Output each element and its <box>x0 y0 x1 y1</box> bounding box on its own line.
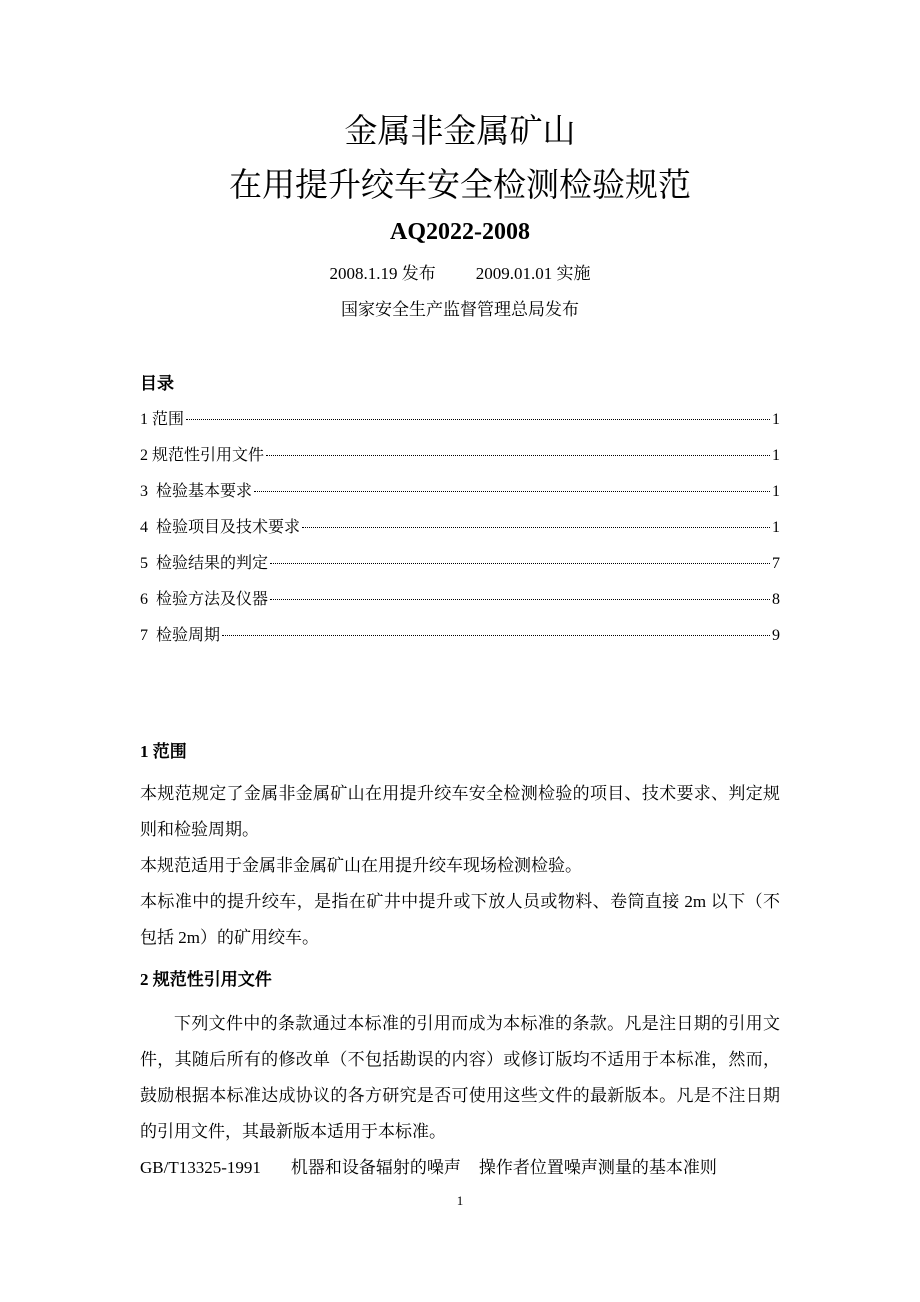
toc-item-page: 1 <box>772 411 780 428</box>
toc-item-label: 5 检验结果的判定 <box>140 555 269 572</box>
toc-item-page: 9 <box>772 627 780 644</box>
reference-subtitle: 操作者位置噪声测量的基本准则 <box>478 1158 717 1177</box>
toc-item-label: 6 检验方法及仪器 <box>140 591 269 608</box>
toc-item-label: 1 范围 <box>140 411 185 428</box>
toc-item-page: 8 <box>772 591 780 608</box>
section-heading-references: 2 规范性引用文件 <box>140 970 272 989</box>
document-title-line2: 在用提升绞车安全检测检验规范 <box>229 168 691 204</box>
effective-date: 2009.01.01 实施 <box>475 264 591 283</box>
toc-item[interactable] <box>140 408 780 432</box>
toc-leader <box>266 455 770 456</box>
document-title-line1: 金属非金属矿山 <box>344 114 576 150</box>
toc-item[interactable] <box>140 624 780 648</box>
toc-item[interactable] <box>140 480 780 504</box>
page-number: 1 <box>456 1193 464 1208</box>
toc-item-label: 7 检验周期 <box>140 627 221 644</box>
toc-leader <box>302 527 770 528</box>
toc-item-page: 1 <box>772 519 780 536</box>
publisher: 国家安全生产监督管理总局发布 <box>341 300 579 319</box>
toc-item-page: 1 <box>772 483 780 500</box>
reference-entry <box>140 1156 780 1180</box>
toc-leader <box>222 635 770 636</box>
toc-item-label: 3 检验基本要求 <box>140 483 253 500</box>
paragraph: 本标准中的提升绞车，是指在矿井中提升或下放人员或物料、卷筒直接 2m 以下（不包括 2m）的矿用绞车。 <box>140 892 780 947</box>
toc-item[interactable] <box>140 552 780 576</box>
paragraph: 本规范适用于金属非金属矿山在用提升绞车现场检测检验。 <box>140 856 582 875</box>
toc-item[interactable] <box>140 516 780 540</box>
toc-item[interactable] <box>140 588 780 612</box>
reference-title: 机器和设备辐射的噪声 <box>290 1158 461 1177</box>
toc-leader <box>186 419 770 420</box>
toc-leader <box>254 491 770 492</box>
publish-date: 2008.1.19 发布 <box>329 264 436 283</box>
toc-heading: 目录 <box>140 374 174 393</box>
toc-item[interactable] <box>140 444 780 468</box>
toc-item-page: 7 <box>772 555 780 572</box>
paragraph: 下列文件中的条款通过本标准的引用而成为本标准的条款。凡是注日期的引用文件，其随后所有的修改单（不包括勘误的内容）或修订版均不适用于本标准，然而，鼓励根据本标准达成协议的各方研究是否可使用这些文件的最新版本。凡是不注日期的引用文件，其最新版本适用于本标准。 <box>140 1014 780 1141</box>
toc-leader <box>270 599 770 600</box>
reference-code: GB/T13325-1991 <box>140 1158 261 1177</box>
standard-code: AQ2022-2008 <box>390 219 530 245</box>
toc-item-label: 2 规范性引用文件 <box>140 447 265 464</box>
date-line <box>0 262 920 286</box>
toc-leader <box>270 563 770 564</box>
paragraph: 本规范规定了金属非金属矿山在用提升绞车安全检测检验的项目、技术要求、判定规则和检验周期。 <box>140 784 780 839</box>
section-heading-scope: 1 范围 <box>140 742 187 761</box>
toc-item-label: 4 检验项目及技术要求 <box>140 519 301 536</box>
toc-item-page: 1 <box>772 447 780 464</box>
